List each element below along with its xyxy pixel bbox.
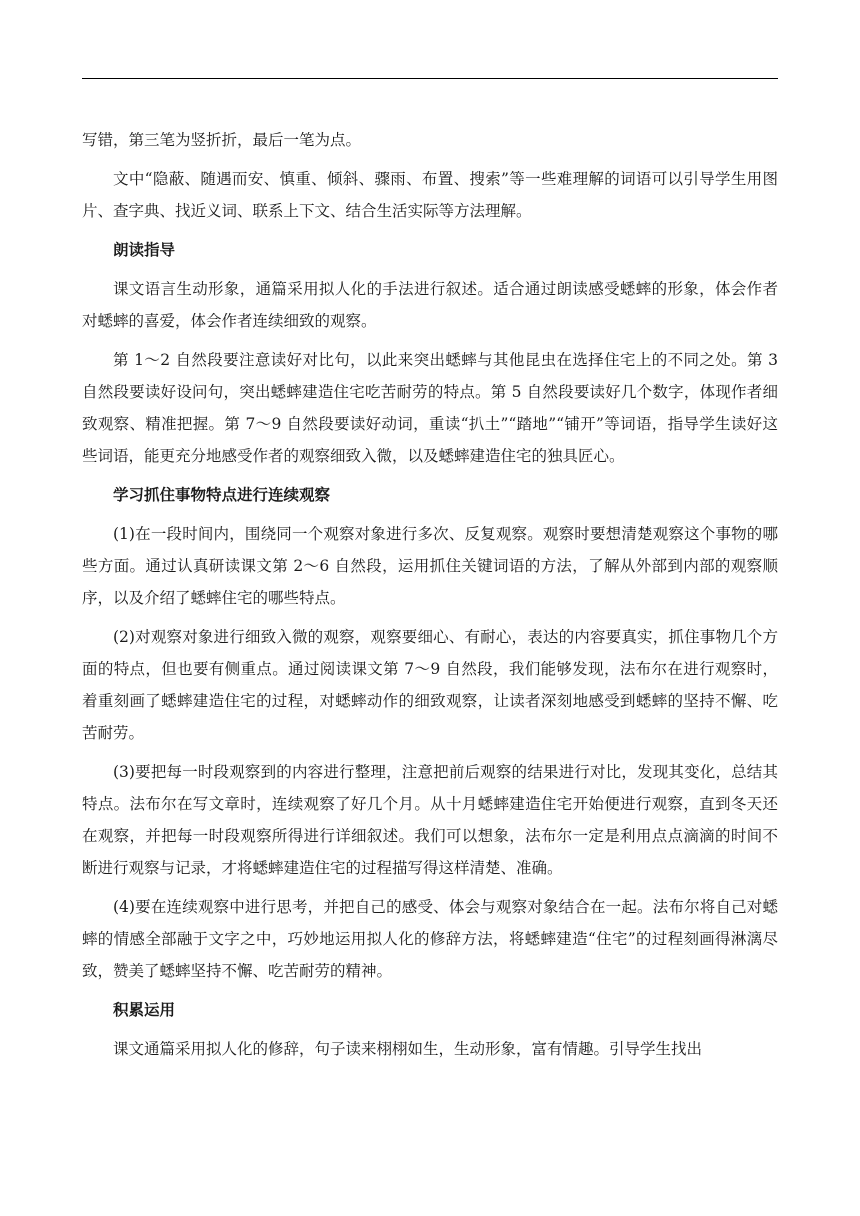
paragraph: 课文语言生动形象，通篇采用拟人化的手法进行叙述。适合通过朗读感受蟋蟀的形象，体会作者对蟋蟀的喜爱，体会作者连续细致的观察。	[82, 280, 778, 330]
paragraph: 文中“隐蔽、随遇而安、慎重、倾斜、骤雨、布置、搜索”等一些难理解的词语可以引导学生用图片、查字典、找近义词、联系上下文、结合生活实际等方法理解。	[82, 170, 778, 220]
paragraph: 第 1～2 自然段要注意读好对比句，以此来突出蟋蟀与其他昆虫在选择住宅上的不同之处。第 3 自然段要读好设问句，突出蟋蟀建造住宅吃苦耐劳的特点。第 5 自然段要读好几个数字，体现作者细致观察、精准把握。第 7～9 自然段要读好动词，重读“扒土”“踏地”“铺开”等词语，指导学生读好这些词语，能更充分地感受作者的观察细致入微，以及蟋蟀建造住宅的独具匠心。	[82, 351, 778, 465]
paragraph: (3)要把每一时段观察到的内容进行整理，注意把前后观察的结果进行对比，发现其变化，总结其特点。法布尔在写文章时，连续观察了好几个月。从十月蟋蟀建造住宅开始便进行观察，直到冬天还在观察，并把每一时段观察所得进行详细叙述。我们可以想象，法布尔一定是利用点点滴滴的时间不断进行观察与记录，才将蟋蟀建造住宅的过程描写得这样清楚、准确。	[82, 763, 778, 877]
section-heading: 朗读指导	[113, 241, 176, 259]
section-heading: 积累运用	[113, 1001, 176, 1019]
header-rule	[82, 78, 778, 79]
paragraph: (4)要在连续观察中进行思考，并把自己的感受、体会与观察对象结合在一起。法布尔将自己对蟋蟀的情感全部融于文字之中，巧妙地运用拟人化的修辞方法，将蟋蟀建造“住宅”的过程刻画得淋漓尽致，赞美了蟋蟀坚持不懈、吃苦耐劳的精神。	[82, 898, 778, 980]
document-body	[82, 124, 778, 1072]
section-heading: 学习抓住事物特点进行连续观察	[113, 486, 331, 504]
paragraph: (1)在一段时间内，围绕同一个观察对象进行多次、反复观察。观察时要想清楚观察这个事物的哪些方面。通过认真研读课文第 2～6 自然段，运用抓住关键词语的方法，了解从外部到内部的观察顺序，以及介绍了蟋蟀住宅的哪些特点。	[82, 525, 778, 607]
paragraph: 课文通篇采用拟人化的修辞，句子读来栩栩如生，生动形象，富有情趣。引导学生找出	[113, 1040, 703, 1058]
paragraph: 写错，第三笔为竖折折，最后一笔为点。	[82, 131, 362, 149]
paragraph: (2)对观察对象进行细致入微的观察，观察要细心、有耐心，表达的内容要真实，抓住事物几个方面的特点，但也要有侧重点。通过阅读课文第 7～9 自然段，我们能够发现，法布尔在进行观察时，着重刻画了蟋蟀建造住宅的过程，对蟋蟀动作的细致观察，让读者深刻地感受到蟋蟀的坚持不懈、吃苦耐劳。	[82, 628, 778, 742]
